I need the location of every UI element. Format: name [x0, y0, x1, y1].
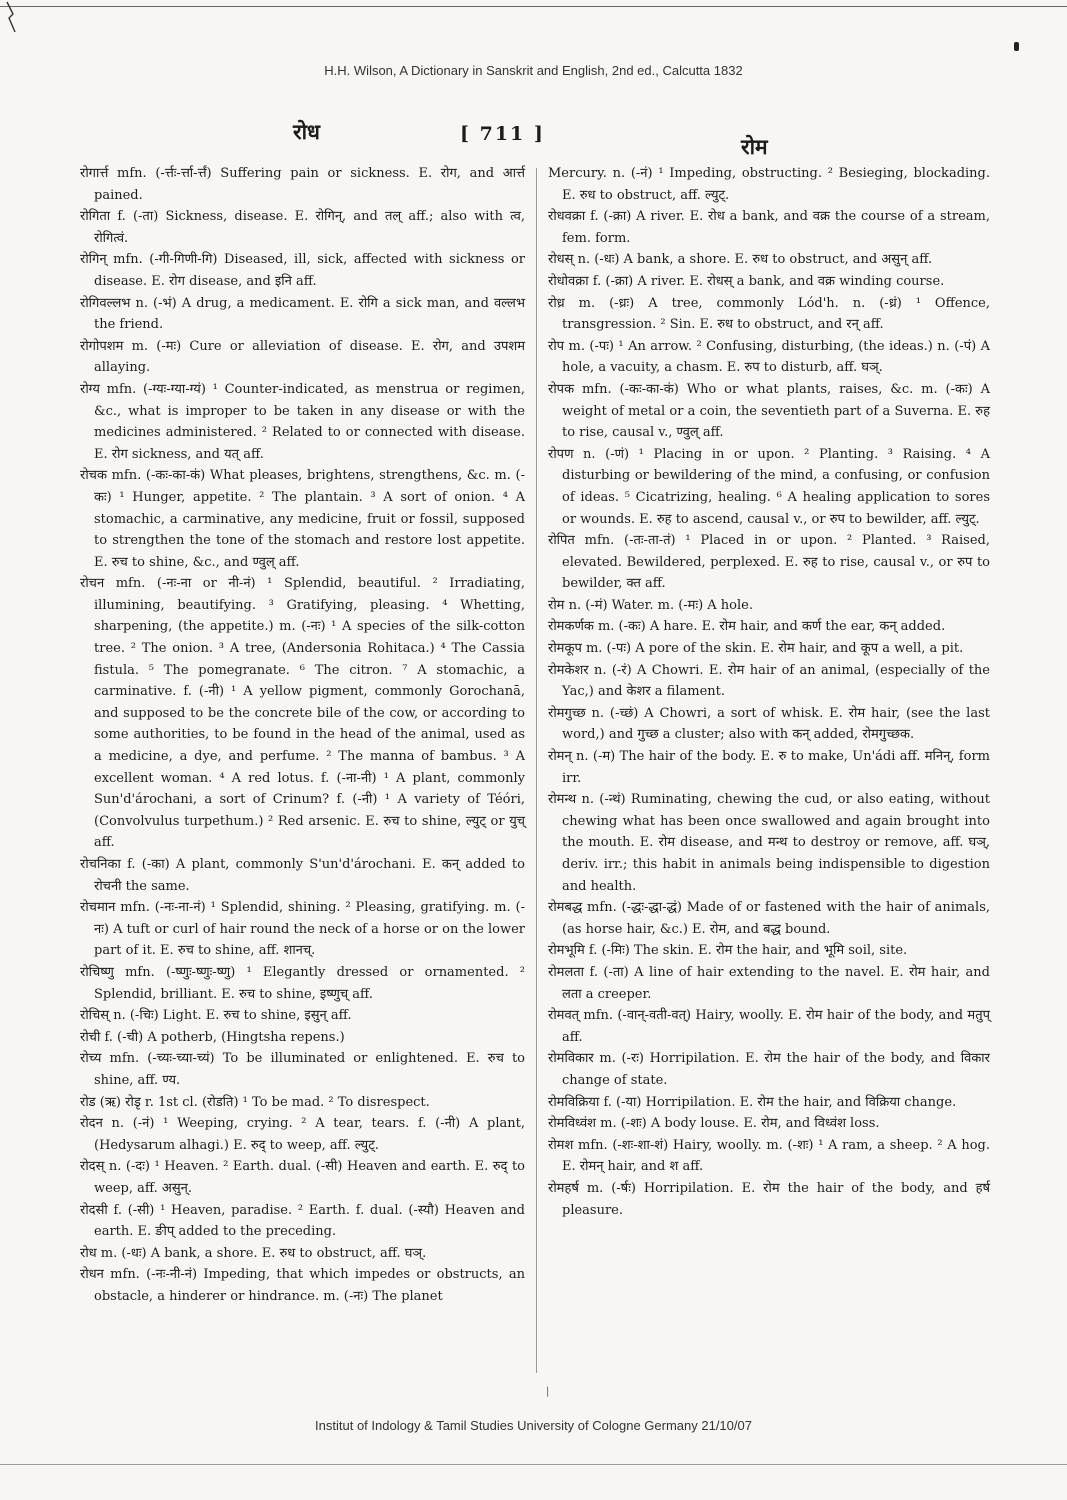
- dictionary-entry: रोमलता f. (-ता) A line of hair extending to the navel. E. रोम hair, and लता a creeper.: [548, 964, 990, 1002]
- dictionary-entry: रोम n. (-मं) Water. m. (-मः) A hole.: [548, 597, 753, 613]
- dictionary-entry: रोमहर्ष m. (-र्षः) Horripilation. E. रोम the hair of the body, and हर्ष pleasure.: [548, 1180, 990, 1218]
- dictionary-entry: रोमगुच्छ n. (-च्छं) A Chowri, a sort of whisk. E. रोम hair, (see the last word,) and गुच्छ a cluster; also with कन् added, रोमगुच्छक.: [548, 705, 990, 743]
- dictionary-entry: रोचक mfn. (-कः-का-कं) What pleases, brightens, strengthens, &c. m. (-कः) ¹ Hunger, appetite. ² The plantain. ³ A sort of onion. ⁴ A stomachic, a carminative, any medicine, fruit or fossil, supposed to strengthen the tone of the stomach and restore lost appetite. E. रुच to shine, &c., and ण्वुल् aff.: [80, 468, 525, 570]
- left-column: [80, 163, 525, 1307]
- dictionary-entry: रोगार्त्त mfn. (-र्त्तः-र्त्ता-र्त्तं) Suffering pain or sickness. E. रोग, and आर्त्त pained.: [80, 166, 525, 203]
- dictionary-entry: रोगिवल्लभ n. (-भं) A drug, a medicament. E. रोगि a sick man, and वल्लभ the friend.: [80, 295, 525, 333]
- dictionary-entry: रोमविकार m. (-रः) Horripilation. E. रोम the hair of the body, and विकार change of state.: [548, 1051, 990, 1088]
- dictionary-entry: रोची f. (-ची) A potherb, (Hingtsha repens.): [80, 1029, 345, 1045]
- dictionary-entry: रोप m. (-पः) ¹ An arrow. ² Confusing, disturbing, (the ideas.) n. (-पं) A hole, a vacuity, a chasm. E. रुप to disturb, aff. घञ्.: [548, 338, 990, 376]
- dictionary-entry: रोमन् n. (-म) The hair of the body. E. रु to make, Un'ádi aff. मनिन्, form irr.: [548, 749, 990, 786]
- dictionary-entry: रोचिष्णु mfn. (-ष्णुः-ष्णुः-ष्णु) ¹ Elegantly dressed or ornamented. ² Splendid, brilliant. E. रुच to shine, इष्णुच् aff.: [80, 964, 525, 1002]
- dictionary-entry: रोदस् n. (-दः) ¹ Heaven. ² Earth. dual. (-सी) Heaven and earth. E. रुद् to weep, aff. असुन्.: [80, 1159, 525, 1196]
- dictionary-entry: रोग्य mfn. (-ग्यः-ग्या-ग्यं) ¹ Counter-indicated, as menstrua or regimen, &c., what is improper to be taken in any disease or with the medicines administered. ² Related to or connected with disease. E. रोग sickness, and यत् aff.: [80, 381, 525, 462]
- source-line: H.H. Wilson, A Dictionary in Sanskrit and English, 2nd ed., Calcutta 1832: [324, 63, 743, 78]
- dictionary-entry: रोधस् n. (-धः) A bank, a shore. E. रुध to obstruct, and असुन् aff.: [548, 252, 933, 268]
- dictionary-entry: रोमकूप m. (-पः) A pore of the skin. E. रोम hair, and कूप a well, a pit.: [548, 641, 964, 657]
- dictionary-entry: रोमकर्णक m. (-कः) A hare. E. रोम hair, and कर्ण the ear, कन् added.: [548, 619, 946, 635]
- dictionary-entry: रोमबद्ध mfn. (-द्धः-द्धा-द्धं) Made of or fastened with the hair of animals, (as horse hair, &c.) E. रोम, and बद्ध bound.: [548, 900, 990, 937]
- footer-line: Institut of Indology & Tamil Studies University of Cologne Germany 21/10/07: [315, 1418, 752, 1433]
- dictionary-entry: रोमश mfn. (-शः-शा-शं) Hairy, woolly. m. (-शः) ¹ A ram, a sheep. ² A hog. E. रोमन् hair, and श aff.: [548, 1137, 990, 1175]
- dictionary-entry: रोचिस् n. (-चिः) Light. E. रुच to shine, इसुन् aff.: [80, 1008, 352, 1024]
- dictionary-entry: रोमकेशर n. (-रं) A Chowri. E. रोम hair of an animal, (especially of the Yac,) and केशर a filament.: [548, 662, 990, 700]
- right-column: [548, 163, 990, 1221]
- dictionary-entry: रोदन n. (-नं) ¹ Weeping, crying. ² A tear, tears. f. (-नी) A plant, (Hedysarum alhagi.) E. रुद् to weep, aff. ल्युट्.: [80, 1116, 525, 1153]
- corner-mark-icon: [3, 0, 25, 36]
- top-rule: [0, 6, 1067, 7]
- dictionary-entry: रोमवत् mfn. (-वान्-वती-वत्) Hairy, woolly. E. रोम hair of the body, and मतुप् aff.: [548, 1008, 990, 1045]
- dictionary-entry: रोचनिका f. (-का) A plant, commonly S'un'd'árochani. E. कन् added to रोचनी the same.: [80, 857, 525, 894]
- dictionary-entry: रोधोवक्रा f. (-क्रा) A river. E. रोधस् a bank, and वक्र winding course.: [548, 273, 945, 289]
- dictionary-entry: रोगिता f. (-ता) Sickness, disease. E. रोगिन्, and तल् aff.; also with त्व, रोगित्वं.: [80, 209, 525, 246]
- dictionary-entry: रोगिन् mfn. (-गी-गिणी-गि) Diseased, ill, sick, affected with sickness or disease. E. रोग disease, and इनि aff.: [80, 252, 525, 289]
- header-left-word: रोध: [293, 119, 320, 144]
- header-right-word: रोम: [741, 134, 768, 159]
- bottom-rule: [0, 1464, 1067, 1465]
- dictionary-entry: रोध्र m. (-ध्रः) A tree, commonly Lód'h. n. (-ध्रं) ¹ Offence, transgression. ² Sin. E. रुध to obstruct, and रन् aff.: [548, 295, 990, 333]
- dictionary-entry: रोगोपशम m. (-मः) Cure or alleviation of disease. E. रोग, and उपशम allaying.: [80, 338, 525, 376]
- dictionary-entry: रोपण n. (-णं) ¹ Placing in or upon. ² Planting. ³ Raising. ⁴ A disturbing or bewildering of the mind, a confusing, or confusion of ideas. ⁵ Cicatrizing, healing. ⁶ A healing application to sores or wounds. E. रुह to ascend, causal v., or रुप to bewilder, aff. ल्युट्.: [548, 446, 990, 527]
- dictionary-entry: रोड (ऋ) रोडृ r. 1st cl. (रोडति) ¹ To be mad. ² To disrespect.: [80, 1094, 430, 1110]
- column-end-mark: |: [546, 1386, 550, 1397]
- dictionary-entry: रोच्य mfn. (-च्यः-च्या-च्यं) To be illuminated or enlightened. E. रुच to shine, aff. ण्य.: [80, 1051, 525, 1088]
- dictionary-entry: रोधन mfn. (-नः-नी-नं) Impeding, that which impedes or obstructs, an obstacle, a hinderer or hindrance. m. (-नः) The planet: [80, 1267, 525, 1304]
- dictionary-entry: रोमविक्रिया f. (-या) Horripilation. E. रोम the hair, and विक्रिया change.: [548, 1094, 957, 1110]
- dictionary-entry: रोचन mfn. (-नः-ना or नी-नं) ¹ Splendid, beautiful. ² Irradiating, illumining, beautifying. ³ Gratifying, pleasing. ⁴ Whetting, sharpening, (the appetite.) m. (-नः) ¹ A species of the silk-cotton tree. ² The onion. ³ A tree, (Andersonia Rohitaca.) ⁴ The Cassia fistula. ⁵ The pomegranate. ⁶ The citron. ⁷ A stomachic, a carminative. f. (-नी) ¹ A yellow pigment, commonly Gorochanā, and supposed to be the concrete bile of the cow, or according to some authorities, to be found in the head of the animal, used as a medicine, a dye, and perfume. ² The manna of bambus. ³ A excellent woman. ⁴ A red lotus. f. (-ना-नी) ¹ A plant, commonly Sun'd'árochani, a sort of Crinum? f. (-नी) ¹ A variety of Téóri, (Convolvulus turpethum.) ² Red arsenic. E. रुच to shine, ल्युट् or युच् aff.: [80, 576, 525, 851]
- edge-dot-icon: [1014, 42, 1019, 51]
- dictionary-entry: रोपित mfn. (-तः-ता-तं) ¹ Placed in or upon. ² Planted. ³ Raised, elevated. Bewildered, perplexed. E. रुह to rise, causal v., or रुप to bewilder, क्त aff.: [548, 533, 990, 592]
- dictionary-entry: रोध m. (-धः) A bank, a shore. E. रुध to obstruct, aff. घञ्.: [80, 1245, 427, 1261]
- dictionary-entry: रोचमान mfn. (-नः-ना-नं) ¹ Splendid, shining. ² Pleasing, gratifying. m. (-नः) A tuft or curl of hair round the neck of a horse or on the lower part of it. E. रुच to shine, aff. शानच्.: [80, 900, 525, 959]
- column-divider: [536, 168, 537, 1373]
- page-number: [ 711 ]: [460, 123, 545, 145]
- dictionary-entry: रोमविध्वंश m. (-शः) A body louse. E. रोम, and विध्वंश loss.: [548, 1116, 880, 1132]
- dictionary-entry: रोमभूमि f. (-मिः) The skin. E. रोम the hair, and भूमि soil, site.: [548, 943, 908, 959]
- dictionary-entry: रोपक mfn. (-कः-का-कं) Who or what plants, raises, &c. m. (-कः) A weight of metal or a coin, the seventieth part of a Suverna. E. रुह to rise, causal v., ण्वुल् aff.: [548, 381, 990, 441]
- dictionary-entry: रोधवक्रा f. (-क्रा) A river. E. रोध a bank, and वक्र the course of a stream, fem. form.: [548, 209, 990, 246]
- dictionary-entry: रोदसी f. (-सी) ¹ Heaven, paradise. ² Earth. f. dual. (-स्यौ) Heaven and earth. E. ङीप् added to the preceding.: [80, 1202, 525, 1240]
- dictionary-entry: रोमन्थ n. (-न्थं) Ruminating, chewing the cud, or also eating, without chewing what has been once swallowed and again brought into the mouth. E. रोम disease, and मन्थ to destroy or remove, aff. घञ्, deriv. irr.; this habit in animals being indispensible to digestion and health.: [548, 792, 990, 894]
- dictionary-entry: Mercury. n. (-नं) ¹ Impeding, obstructing. ² Besieging, blockading. E. रुध to obstruct, aff. ल्युट्.: [548, 166, 990, 203]
